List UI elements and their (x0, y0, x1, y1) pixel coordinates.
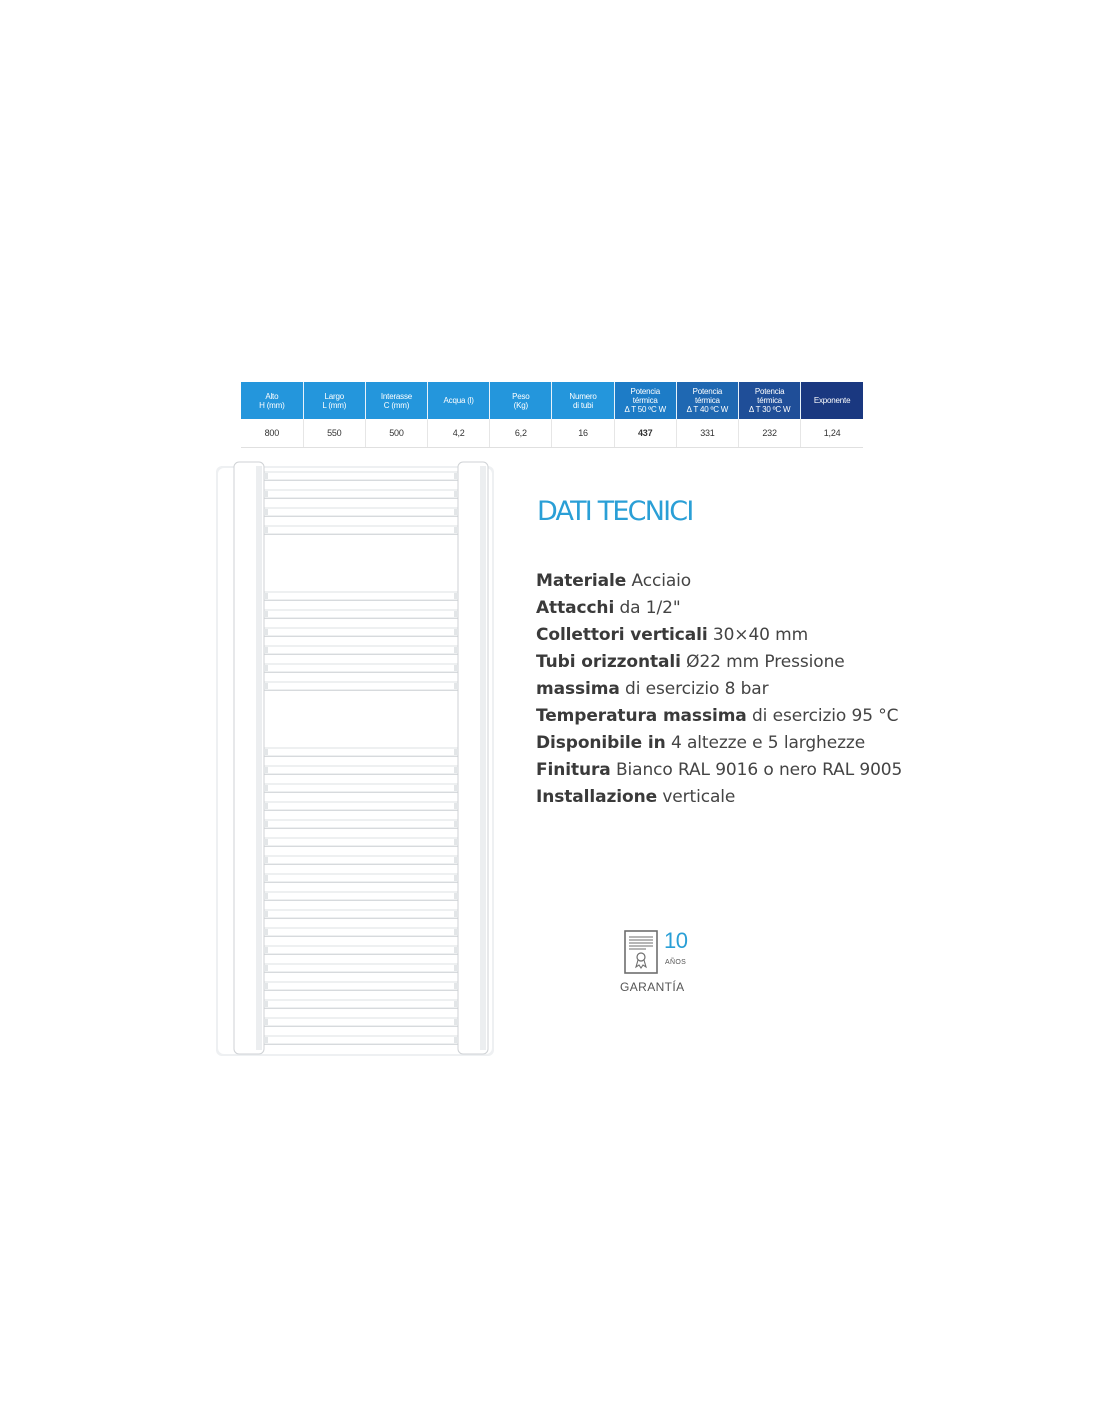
spec-label: Finitura (536, 760, 611, 780)
radiator-bar-joint (454, 1037, 458, 1043)
spec-label: Collettori verticali (536, 625, 708, 645)
warranty-certificate-icon (624, 930, 658, 974)
radiator-bar-joint (264, 1001, 268, 1007)
radiator-bar-joint (454, 647, 458, 653)
table-header-cell (303, 382, 365, 419)
radiator-bar (238, 910, 470, 918)
radiator-collector-shade (480, 466, 486, 1050)
spec-line (536, 595, 916, 622)
spec-label: Installazione (536, 787, 658, 807)
spec-value: verticale (657, 787, 736, 807)
table-header-text: Largo (324, 391, 345, 401)
spec-value: di esercizio 95 °C (746, 706, 899, 726)
radiator-bar-joint (264, 647, 268, 653)
table-header-cell (365, 382, 427, 419)
radiator-bar-joint (264, 629, 268, 635)
radiator-bar-joint (264, 911, 268, 917)
radiator-bar-joint (264, 527, 268, 533)
table-header-cell (241, 382, 303, 419)
spec-value: di esercizio 8 bar (619, 679, 769, 699)
spec-line (536, 568, 916, 595)
radiator-bar-joint (454, 593, 458, 599)
table-header-text: Interasse (380, 391, 413, 401)
radiator-bar (238, 628, 470, 636)
radiator-bar (238, 820, 470, 828)
radiator-bar (238, 766, 470, 774)
table-header-text: di tubi (573, 400, 593, 410)
radiator-bar (238, 928, 470, 936)
table-header-text: Δ T 50 ºC W (624, 405, 666, 414)
radiator-bar (238, 526, 470, 534)
radiator-bar-joint (264, 983, 268, 989)
radiator-bar-joint (264, 509, 268, 515)
table-cell: 500 (365, 419, 427, 448)
spec-label: Tubi orizzontali (536, 652, 681, 672)
radiator-bar-joint (264, 767, 268, 773)
spec-label: Disponibile in (536, 733, 666, 753)
table-header-cell (490, 382, 552, 419)
radiator-bar-joint (264, 893, 268, 899)
radiator-bar-joint (264, 491, 268, 497)
radiator-bar (238, 856, 470, 864)
radiator-bar-joint (454, 875, 458, 881)
radiator-bar-joint (454, 509, 458, 515)
table-header-text: Potencia (630, 387, 660, 396)
section-title: DATI TECNICI (537, 496, 693, 527)
table-header-text: Alto (265, 391, 279, 401)
radiator-bar-joint (454, 785, 458, 791)
spec-value: 30×40 mm (707, 625, 809, 645)
radiator-bar (238, 964, 470, 972)
radiator-bar-joint (454, 1019, 458, 1025)
radiator-bar (238, 508, 470, 516)
spec-label: massima (536, 679, 620, 699)
table-cell: 800 (241, 419, 303, 448)
spec-label: Attacchi (536, 598, 615, 618)
radiator-bar (238, 784, 470, 792)
radiator-bar-joint (264, 803, 268, 809)
radiator-bar-joint (264, 947, 268, 953)
radiator-bar-joint (264, 683, 268, 689)
spec-list (536, 568, 916, 811)
table-header-text: Potencia (692, 387, 723, 396)
table-header-text: Δ T 30 ºC W (748, 405, 791, 414)
radiator-bar-joint (264, 965, 268, 971)
radiator-bar (238, 1018, 470, 1026)
table-header-cell (614, 382, 676, 419)
warranty-label: GARANTÍA (620, 980, 685, 994)
table-header-text: Numero (569, 391, 597, 401)
table-header-cell (676, 382, 738, 419)
spec-table-header-row (241, 382, 863, 419)
table-header-text: térmica (694, 396, 720, 405)
radiator-bar (238, 664, 470, 672)
warranty-years: 10 (664, 928, 688, 953)
radiator-bar-joint (454, 683, 458, 689)
radiator-bar-joint (454, 611, 458, 617)
table-header-text: Peso (512, 391, 530, 401)
table-header-text: térmica (757, 396, 782, 405)
radiator-bar-joint (454, 965, 458, 971)
radiator-bar (238, 490, 470, 498)
radiator-bar-joint (454, 821, 458, 827)
radiator-bar-joint (454, 491, 458, 497)
radiator-bar (238, 1000, 470, 1008)
table-header-cell (739, 382, 801, 419)
table-header-text: Δ T 40 ºC W (686, 405, 729, 414)
spec-label: Materiale (536, 571, 627, 591)
radiator-bar (238, 838, 470, 846)
radiator-bar-joint (454, 803, 458, 809)
table-cell: 437 (614, 419, 676, 448)
radiator-collector-shade (256, 466, 262, 1050)
radiator-bar-joint (454, 629, 458, 635)
radiator-bar-joint (454, 839, 458, 845)
spec-line (536, 784, 916, 811)
radiator-bar-joint (264, 665, 268, 671)
table-cell: 331 (676, 419, 738, 448)
radiator-bar-joint (264, 839, 268, 845)
radiator-bar-joint (454, 857, 458, 863)
radiator-bar-joint (264, 1037, 268, 1043)
towel-radiator-image (214, 458, 496, 1058)
spec-line (536, 649, 916, 676)
radiator-bar-joint (264, 749, 268, 755)
table-header-cell (552, 382, 614, 419)
table-header-text: térmica (632, 396, 658, 405)
radiator-bar-joint (264, 875, 268, 881)
radiator-bar-joint (454, 983, 458, 989)
radiator-bar-joint (454, 911, 458, 917)
radiator-bar-joint (454, 473, 458, 479)
spec-value: 4 altezze e 5 larghezze (665, 733, 866, 753)
spec-value: Ø22 mm Pressione (680, 652, 845, 672)
spec-value: Acciaio (626, 571, 692, 591)
radiator-bar (238, 982, 470, 990)
radiator-bar-joint (264, 821, 268, 827)
spec-value: da 1/2" (614, 598, 681, 618)
spec-line (536, 703, 916, 730)
radiator-bar-joint (454, 749, 458, 755)
table-cell: 1,24 (801, 419, 863, 448)
table-header-cell (801, 382, 863, 419)
radiator-bar (238, 592, 470, 600)
radiator-bar (238, 892, 470, 900)
spec-table (241, 382, 863, 448)
radiator-bar-joint (454, 929, 458, 935)
radiator-bar-joint (264, 857, 268, 863)
spec-line (536, 622, 916, 649)
warranty-years-unit: AÑOS (665, 959, 687, 966)
table-cell: 16 (552, 419, 614, 448)
spec-line (536, 676, 916, 703)
spec-line (536, 757, 916, 784)
radiator-bar-joint (454, 893, 458, 899)
spec-label: Temperatura massima (536, 706, 747, 726)
spec-value: Bianco RAL 9016 o nero RAL 9005 (610, 760, 903, 780)
radiator-bar (238, 1036, 470, 1044)
warranty-badge (618, 928, 702, 1000)
radiator-bar-joint (264, 1019, 268, 1025)
radiator-bar-joint (264, 929, 268, 935)
radiator-bar-joint (454, 1001, 458, 1007)
radiator-bar (238, 748, 470, 756)
table-header-text: L (mm) (322, 400, 347, 410)
radiator-bar-joint (454, 947, 458, 953)
radiator-bar-joint (264, 611, 268, 617)
table-cell: 232 (739, 419, 801, 448)
radiator-bar-joint (454, 665, 458, 671)
table-header-cell (428, 382, 490, 419)
table-header-text: Exponente (813, 396, 851, 405)
radiator-bar (238, 646, 470, 654)
table-row (241, 419, 863, 448)
table-header-text: Acqua (l) (443, 396, 474, 405)
table-header-text: H (mm) (259, 400, 285, 410)
radiator-bar-joint (454, 527, 458, 533)
radiator-bar-joint (264, 785, 268, 791)
radiator-bar-joint (264, 473, 268, 479)
table-cell: 6,2 (490, 419, 552, 448)
radiator-bar (238, 472, 470, 480)
radiator-bar (238, 874, 470, 882)
radiator-bar-joint (454, 767, 458, 773)
radiator-bar-joint (264, 593, 268, 599)
radiator-bar (238, 802, 470, 810)
table-header-text: (Kg) (513, 400, 528, 410)
table-cell: 4,2 (428, 419, 490, 448)
radiator-bar (238, 682, 470, 690)
spec-line (536, 730, 916, 757)
table-cell: 550 (303, 419, 365, 448)
radiator-bar (238, 610, 470, 618)
radiator-bar (238, 946, 470, 954)
table-header-text: Potencia (754, 387, 785, 396)
table-header-text: C (mm) (383, 400, 410, 410)
